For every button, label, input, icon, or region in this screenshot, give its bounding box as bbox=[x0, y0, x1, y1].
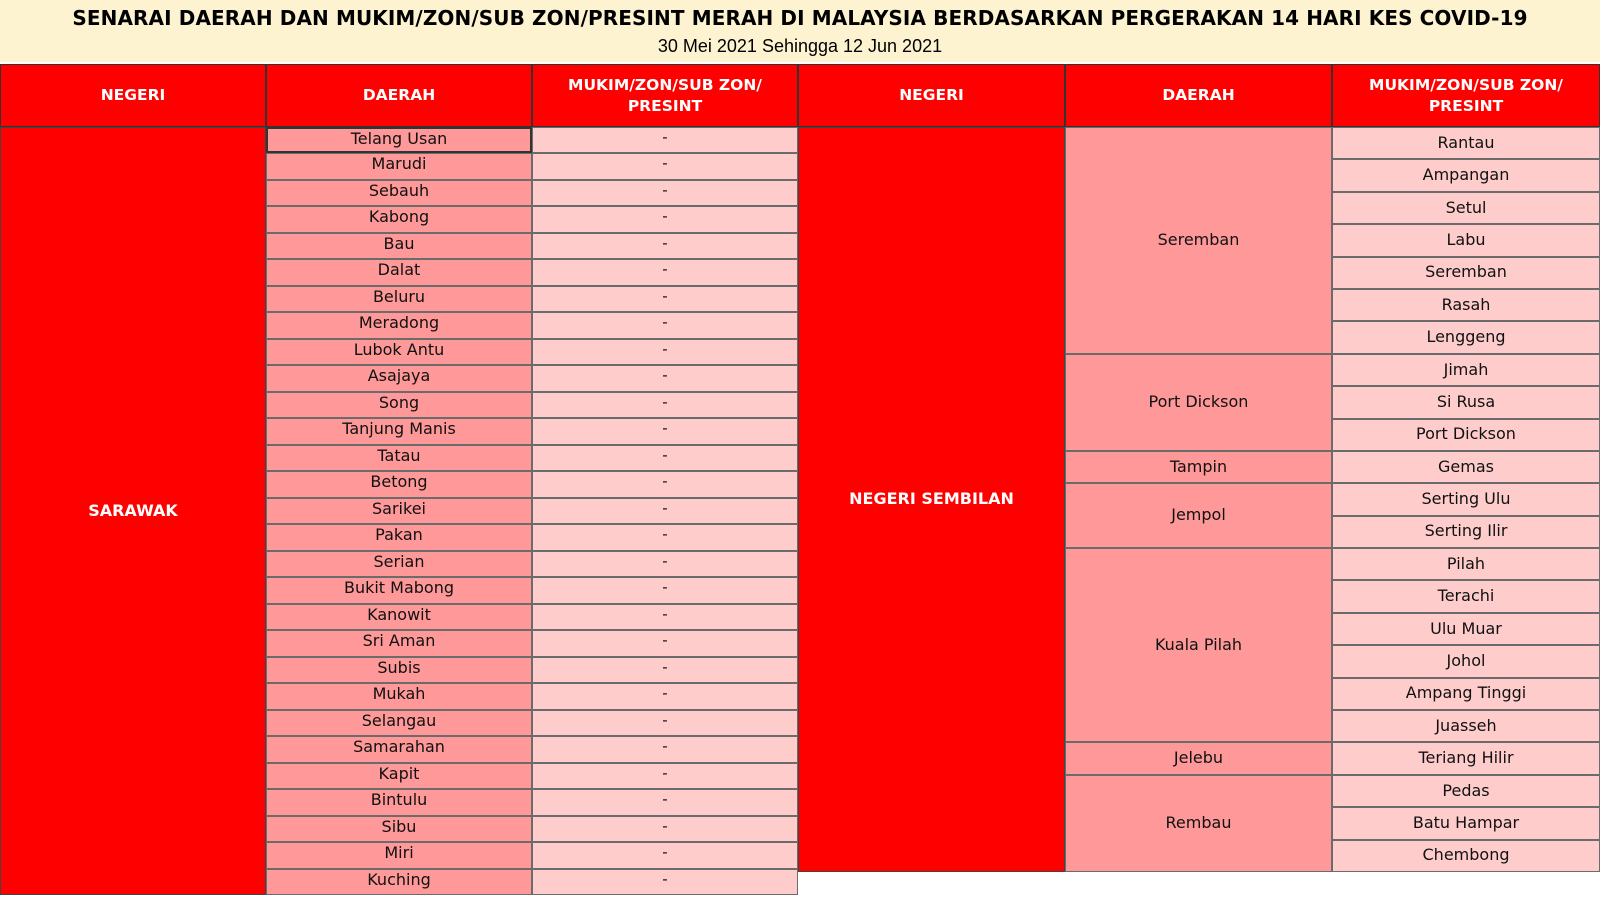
subzone-cell: - bbox=[532, 259, 798, 285]
page-title: SENARAI DAERAH DAN MUKIM/ZON/SUB ZON/PRESINT MERAH DI MALAYSIA BERDASARKAN PERGERAKAN 14 HARI KES COVID-19 bbox=[72, 6, 1528, 30]
subzone-cell: - bbox=[532, 604, 798, 630]
district-cell: Pakan bbox=[266, 524, 532, 550]
subzone-cell: Ulu Muar bbox=[1332, 613, 1600, 645]
district-cell: Tampin bbox=[1065, 451, 1332, 483]
subzone-cell: - bbox=[532, 551, 798, 577]
subzone-cell: - bbox=[532, 842, 798, 868]
district-cell: Seremban bbox=[1065, 127, 1332, 354]
district-cell: Subis bbox=[266, 657, 532, 683]
subzone-cell: - bbox=[532, 763, 798, 789]
district-cell: Samarahan bbox=[266, 736, 532, 762]
subzone-cell: Pedas bbox=[1332, 775, 1600, 807]
subzone-cell: - bbox=[532, 524, 798, 550]
left-daerah-header: DAERAH bbox=[266, 64, 532, 127]
district-cell: Bukit Mabong bbox=[266, 577, 532, 603]
district-cell: Meradong bbox=[266, 312, 532, 338]
district-cell: Kanowit bbox=[266, 604, 532, 630]
district-cell: Tatau bbox=[266, 445, 532, 471]
subzone-cell: Si Rusa bbox=[1332, 386, 1600, 418]
subzone-cell: Teriang Hilir bbox=[1332, 742, 1600, 774]
subzone-cell: Rasah bbox=[1332, 289, 1600, 321]
district-cell: Sarikei bbox=[266, 498, 532, 524]
district-cell: Betong bbox=[266, 471, 532, 497]
subzone-cell: - bbox=[532, 577, 798, 603]
district-cell: Sebauh bbox=[266, 180, 532, 206]
subzone-cell: Johol bbox=[1332, 645, 1600, 677]
subzone-cell: - bbox=[532, 286, 798, 312]
subzone-cell: Chembong bbox=[1332, 840, 1600, 872]
subzone-cell: - bbox=[532, 710, 798, 736]
district-cell: Jelebu bbox=[1065, 742, 1332, 774]
district-cell: Marudi bbox=[266, 153, 532, 179]
subzone-cell: Setul bbox=[1332, 192, 1600, 224]
date-range: 30 Mei 2021 Sehingga 12 Jun 2021 bbox=[657, 36, 943, 56]
subzone-cell: Rantau bbox=[1332, 127, 1600, 159]
right-daerah-header: DAERAH bbox=[1065, 64, 1332, 127]
district-cell: Dalat bbox=[266, 259, 532, 285]
subzone-cell: - bbox=[532, 736, 798, 762]
left-negeri-header: NEGERI bbox=[0, 64, 266, 127]
state-cell-negeri-sembilan: NEGERI SEMBILAN bbox=[798, 127, 1065, 872]
district-cell: Miri bbox=[266, 842, 532, 868]
subzone-cell: - bbox=[532, 418, 798, 444]
district-cell: Serian bbox=[266, 551, 532, 577]
subzone-cell: - bbox=[532, 206, 798, 232]
subzone-cell: - bbox=[532, 471, 798, 497]
district-cell: Kuala Pilah bbox=[1065, 548, 1332, 742]
subzone-cell: - bbox=[532, 657, 798, 683]
district-cell: Rembau bbox=[1065, 775, 1332, 872]
right-mukim-header: MUKIM/ZON/SUB ZON/ PRESINT bbox=[1332, 64, 1600, 127]
district-cell: Tanjung Manis bbox=[266, 418, 532, 444]
district-cell: Kuching bbox=[266, 869, 532, 895]
subzone-cell: - bbox=[532, 127, 798, 153]
subzone-cell: - bbox=[532, 498, 798, 524]
subzone-cell: Port Dickson bbox=[1332, 419, 1600, 451]
district-cell: Kabong bbox=[266, 206, 532, 232]
subzone-cell: - bbox=[532, 816, 798, 842]
subzone-cell: - bbox=[532, 869, 798, 895]
subzone-cell: Serting Ilir bbox=[1332, 516, 1600, 548]
district-cell: Jempol bbox=[1065, 483, 1332, 548]
state-cell-sarawak: SARAWAK bbox=[0, 127, 266, 895]
district-cell: Bintulu bbox=[266, 789, 532, 815]
district-cell: Kapit bbox=[266, 763, 532, 789]
subzone-cell: - bbox=[532, 339, 798, 365]
district-cell: Lubok Antu bbox=[266, 339, 532, 365]
subzone-cell: Jimah bbox=[1332, 354, 1600, 386]
subzone-cell: Ampangan bbox=[1332, 159, 1600, 191]
district-cell: Asajaya bbox=[266, 365, 532, 391]
subzone-cell: - bbox=[532, 789, 798, 815]
subzone-cell: Pilah bbox=[1332, 548, 1600, 580]
left-mukim-header: MUKIM/ZON/SUB ZON/ PRESINT bbox=[532, 64, 798, 127]
district-cell: Selangau bbox=[266, 710, 532, 736]
subzone-cell: - bbox=[532, 153, 798, 179]
subzone-cell: - bbox=[532, 180, 798, 206]
subzone-cell: Ampang Tinggi bbox=[1332, 678, 1600, 710]
subzone-cell: - bbox=[532, 365, 798, 391]
subzone-cell: Juasseh bbox=[1332, 710, 1600, 742]
subzone-cell: - bbox=[532, 392, 798, 418]
subzone-cell: - bbox=[532, 312, 798, 338]
subzone-cell: Labu bbox=[1332, 224, 1600, 256]
subzone-cell: - bbox=[532, 630, 798, 656]
district-cell: Bau bbox=[266, 233, 532, 259]
subzone-cell: Serting Ulu bbox=[1332, 483, 1600, 515]
district-cell: Mukah bbox=[266, 683, 532, 709]
subzone-cell: Batu Hampar bbox=[1332, 807, 1600, 839]
subzone-cell: - bbox=[532, 683, 798, 709]
subzone-cell: - bbox=[532, 233, 798, 259]
subzone-cell: Seremban bbox=[1332, 257, 1600, 289]
right-negeri-header: NEGERI bbox=[798, 64, 1065, 127]
subzone-cell: - bbox=[532, 445, 798, 471]
district-cell: Sri Aman bbox=[266, 630, 532, 656]
district-cell: Port Dickson bbox=[1065, 354, 1332, 451]
district-cell: Telang Usan bbox=[266, 127, 532, 153]
subzone-cell: Gemas bbox=[1332, 451, 1600, 483]
subzone-cell: Lenggeng bbox=[1332, 321, 1600, 353]
district-cell: Beluru bbox=[266, 286, 532, 312]
district-cell: Sibu bbox=[266, 816, 532, 842]
subzone-cell: Terachi bbox=[1332, 580, 1600, 612]
district-cell: Song bbox=[266, 392, 532, 418]
